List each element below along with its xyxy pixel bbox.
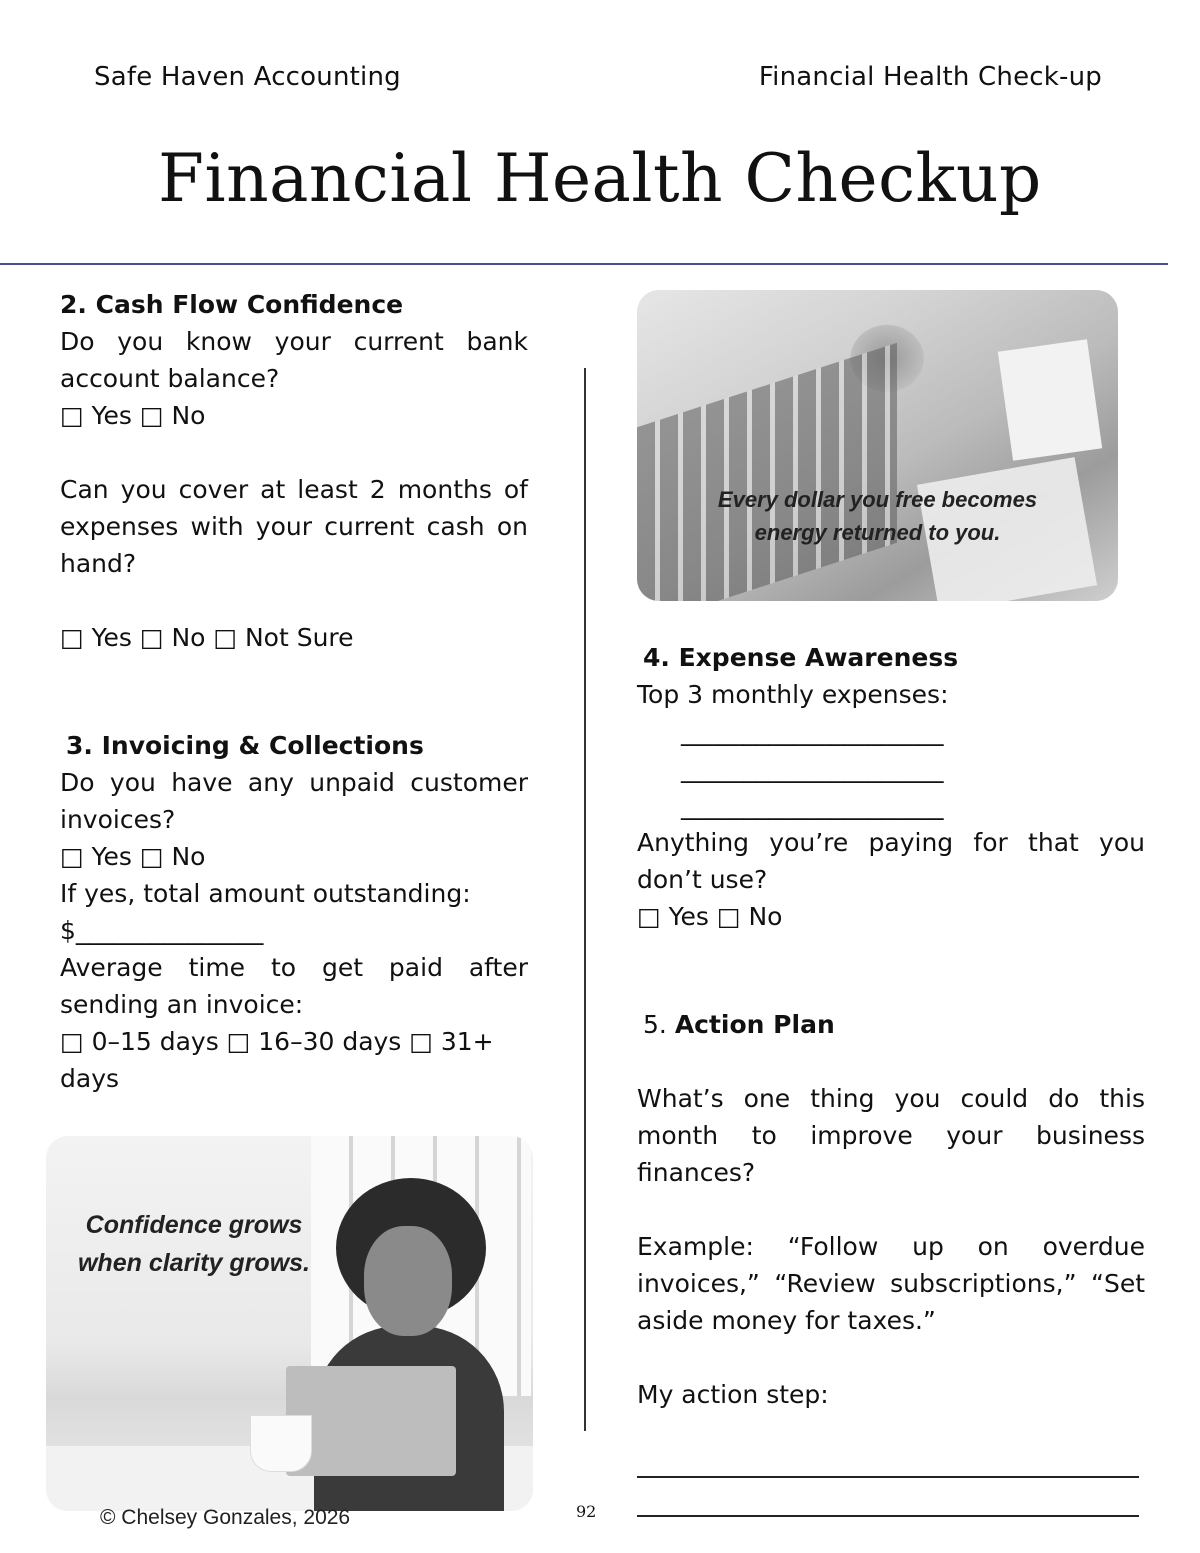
section-cash-flow xyxy=(60,286,528,656)
question-text: Can you cover at least 2 months of expenses with your current cash on hand? xyxy=(60,475,528,578)
action-step-line[interactable] xyxy=(637,1515,1139,1517)
header-business-name: Safe Haven Accounting xyxy=(94,62,401,92)
page-title: Financial Health Checkup xyxy=(158,140,1042,217)
question-text: Average time to get paid after sending an invoice: xyxy=(60,953,528,1019)
expense-blank[interactable]: _____________________ xyxy=(681,791,944,820)
question-text: Anything you’re paying for that you don’t use? xyxy=(637,828,1145,894)
section-number: 5. xyxy=(643,1010,667,1039)
header-divider xyxy=(0,263,1168,265)
section-heading: 2. Cash Flow Confidence xyxy=(60,290,404,319)
column-divider xyxy=(584,368,586,1431)
checkbox-options[interactable]: □ Yes □ No xyxy=(60,401,206,430)
section-action-plan xyxy=(637,1006,1145,1413)
header-document-name: Financial Health Check-up xyxy=(758,62,1102,92)
expense-blank[interactable]: _____________________ xyxy=(681,754,944,783)
photo-caption: Confidence grows when clarity grows. xyxy=(77,1211,310,1277)
section-invoicing xyxy=(60,727,528,1097)
amount-blank[interactable]: $_______________ xyxy=(60,916,264,945)
checkbox-options[interactable]: □ Yes □ No □ Not Sure xyxy=(60,623,354,652)
action-step-label: My action step: xyxy=(637,1380,829,1409)
section-heading: 4. Expense Awareness xyxy=(643,643,959,672)
checkbox-options[interactable]: □ Yes □ No xyxy=(637,902,783,931)
section-title: Action Plan xyxy=(674,1010,835,1039)
page-number: 92 xyxy=(576,1502,597,1521)
section-heading: 3. Invoicing & Collections xyxy=(66,731,424,760)
checkbox-options[interactable]: □ Yes □ No xyxy=(60,842,206,871)
question-text: What’s one thing you could do this month to improve your business finances? xyxy=(637,1084,1145,1187)
question-text: Top 3 monthly expenses: xyxy=(637,680,949,709)
woman-laptop-photo xyxy=(46,1136,533,1511)
desk-laptop-photo xyxy=(637,290,1118,601)
copyright-notice: © Chelsey Gonzales, 2026 xyxy=(100,1506,351,1529)
section-expense-awareness xyxy=(637,639,1145,935)
checkbox-options[interactable]: □ 0–15 days □ 16–30 days □ 31+ days xyxy=(60,1027,494,1093)
question-text: Do you know your current bank account balance? xyxy=(60,327,528,393)
expense-blank[interactable]: _____________________ xyxy=(681,717,944,746)
action-step-line[interactable] xyxy=(637,1476,1139,1478)
example-text: Example: “Follow up on overdue invoices,” “Review subscriptions,” “Set aside money for taxes.” xyxy=(637,1232,1145,1335)
question-text: If yes, total amount outstanding: xyxy=(60,879,471,908)
section-heading xyxy=(637,1006,1145,1043)
photo-caption: Every dollar you free becomes energy returned to you. xyxy=(717,487,1038,545)
question-text: Do you have any unpaid customer invoices? xyxy=(60,768,528,834)
